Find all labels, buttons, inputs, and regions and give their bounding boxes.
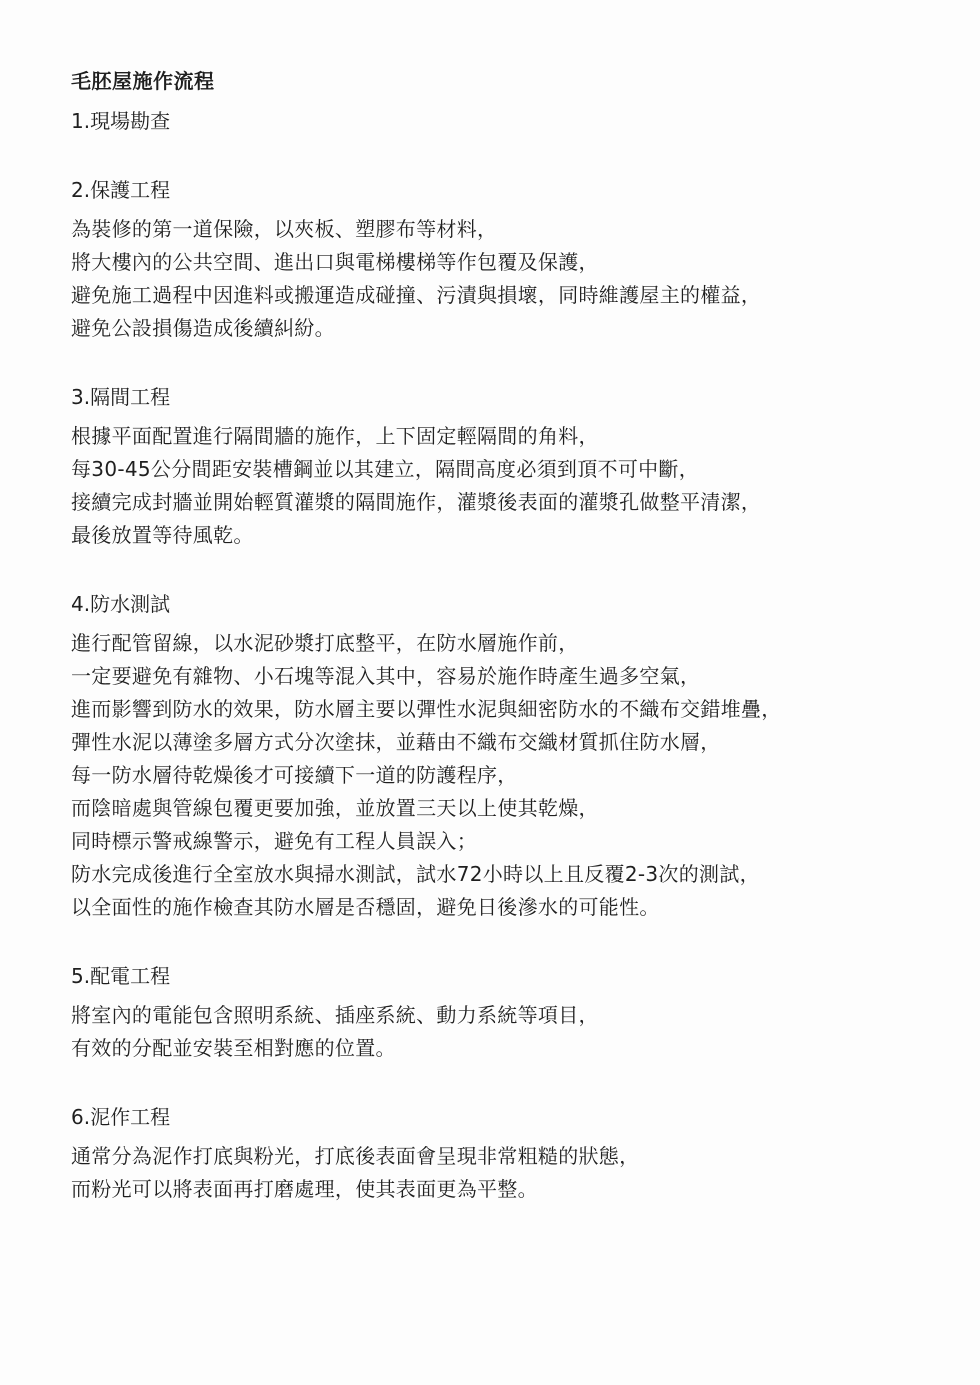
section-heading: 6.泥作工程 [71, 1105, 171, 1129]
paragraph-line: 每一防水層待乾燥後才可接續下一道的防護程序， [71, 763, 518, 787]
section-heading: 4.防水測試 [71, 592, 171, 616]
section [71, 960, 980, 1065]
paragraph-line: 有效的分配並安裝至相對應的位置。 [71, 1036, 396, 1060]
section-body [71, 627, 980, 924]
section-body [71, 1140, 980, 1206]
paragraph-line: 彈性水泥以薄塗多層方式分次塗抹，並藉由不織布交織材質抓住防水層， [71, 730, 721, 754]
section [71, 1101, 980, 1206]
paragraph-line: 防水完成後進行全室放水與掃水測試，試水72小時以上且反覆2-3次的測試， [71, 862, 760, 886]
section-body [71, 999, 980, 1065]
section-heading: 2.保護工程 [71, 178, 171, 202]
section-body [71, 420, 980, 552]
paragraph-line: 一定要避免有雜物、小石塊等混入其中，容易於施作時產生過多空氣， [71, 664, 701, 688]
paragraph-line: 進行配管留線，以水泥砂漿打底整平，在防水層施作前， [71, 631, 579, 655]
paragraph-line: 為裝修的第一道保險，以夾板、塑膠布等材料， [71, 217, 498, 241]
paragraph-line: 以全面性的施作檢查其防水層是否穩固，避免日後滲水的可能性。 [71, 895, 660, 919]
paragraph-line: 每30-45公分間距安裝槽鋼並以其建立，隔間高度必須到頂不可中斷， [71, 457, 700, 481]
section-heading: 5.配電工程 [71, 964, 171, 988]
paragraph-line: 接續完成封牆並開始輕質灌漿的隔間施作，灌漿後表面的灌漿孔做整平清潔， [71, 490, 762, 514]
paragraph-line: 根據平面配置進行隔間牆的施作，上下固定輕隔間的角料， [71, 424, 599, 448]
section [71, 588, 980, 924]
section-body [71, 213, 980, 345]
paragraph-line: 最後放置等待風乾。 [71, 523, 254, 547]
section [71, 174, 980, 345]
paragraph-line: 而陰暗處與管線包覆更要加強，並放置三天以上使其乾燥， [71, 796, 599, 820]
section [71, 105, 980, 138]
sections-container [71, 105, 980, 1206]
section [71, 381, 980, 552]
paragraph-line: 而粉光可以將表面再打磨處理，使其表面更為平整。 [71, 1177, 538, 1201]
paragraph-line: 避免公設損傷造成後續糾紛。 [71, 316, 335, 340]
paragraph-line: 避免施工過程中因進料或搬運造成碰撞、污漬與損壞，同時維護屋主的權益， [71, 283, 762, 307]
paragraph-line: 將室內的電能包含照明系統、插座系統、動力系統等項目， [71, 1003, 599, 1027]
section-heading: 1.現場勘查 [71, 109, 171, 133]
paragraph-line: 將大樓內的公共空間、進出口與電梯樓梯等作包覆及保護， [71, 250, 599, 274]
document-title: 毛胚屋施作流程 [71, 69, 215, 93]
paragraph-line: 進而影響到防水的效果，防水層主要以彈性水泥與細密防水的不織布交錯堆疊， [71, 697, 782, 721]
paragraph-line: 通常分為泥作打底與粉光，打底後表面會呈現非常粗糙的狀態， [71, 1144, 640, 1168]
paragraph-line: 同時標示警戒線警示，避免有工程人員誤入； [71, 829, 477, 853]
section-heading: 3.隔間工程 [71, 385, 171, 409]
